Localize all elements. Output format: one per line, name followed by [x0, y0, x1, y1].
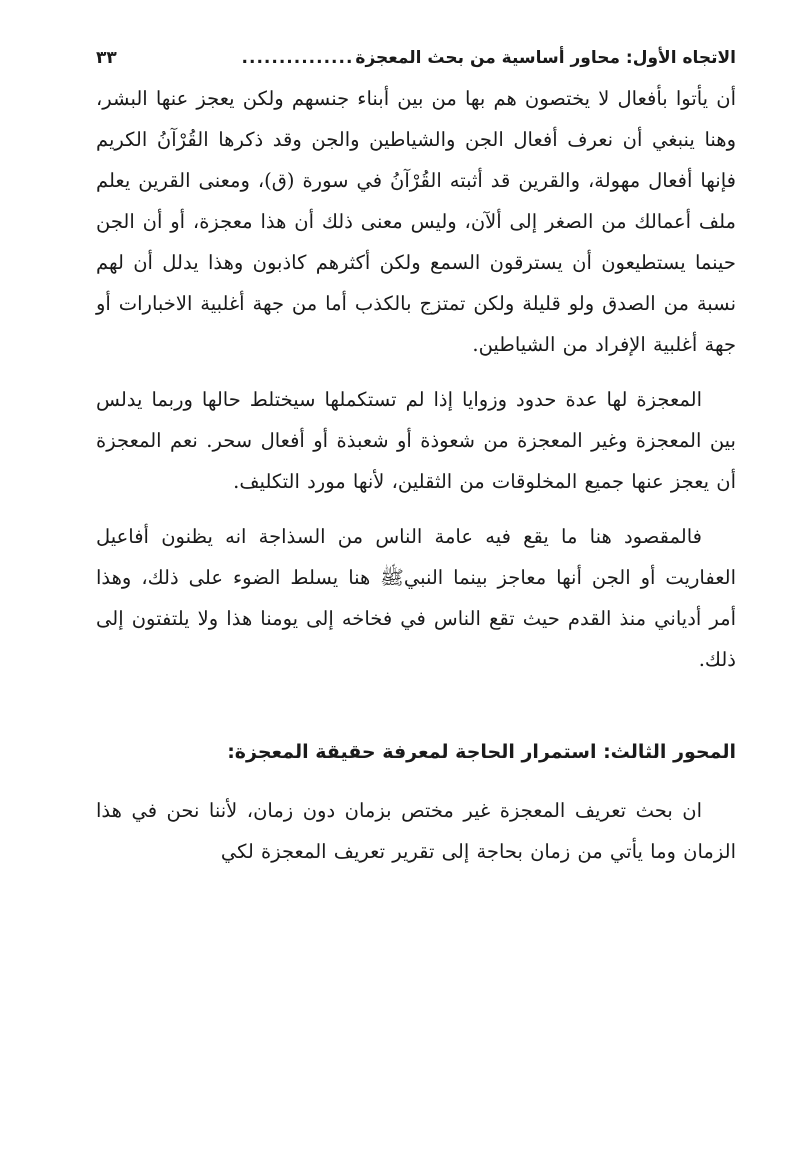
section-heading: المحور الثالث: استمرار الحاجة لمعرفة حقيقة المعجزة: [227, 741, 736, 763]
body-text [96, 78, 736, 872]
paragraph-continued: أن يأتوا بأفعال لا يختصون هم بها من بين أبناء جنسهم ولكن يعجز عنها البشر، وهنا ينبغي أن نعرف أفعال الجن والشياطين والجن وقد ذكرها القُرْآنُ الكريم فإنها أفعال مهولة، والقرين قد أثبته القُرْآنُ في سورة (ق)، ومعنى القرين يعلم ملف أعمالك من الصغر إلى ألآن، وليس معنى ذلك أن هذا معجزة، أو أن الجن حينما يستطيعون أن يسترقون السمع ولكن أكثرهم كاذبون وهذا يدلل أن لهم نسبة من الصدق ولو قليلة ولكن تمتزج بالكذب أما من جهة أغلبية الاخبارات أو جهة أغلبية الإفراد من الشياطين. [96, 87, 736, 356]
paragraph-section-intro: ان بحث تعريف المعجزة غير مختص بزمان دون زمان، لأننا نحن في هذا الزمان وما يأتي من زمان بحاجة إلى تقرير تعريف المعجزة لكي [96, 799, 736, 863]
running-header [96, 40, 736, 76]
running-header-leader-dots: ............... [241, 48, 354, 68]
paragraph-common-people: فالمقصود هنا ما يقع فيه عامة الناس من السذاجة انه يظنون أفاعيل العفاريت أو الجن أنها معاجز بينما النبيﷺ هنا يسلط الضوء على ذلك، وهذا أمر أدياني منذ القدم حيث تقع الناس في فخاخه إلى يومنا هذا ولا يلتفتون إلى ذلك. [96, 525, 736, 671]
paragraph-miracle-limits: المعجزة لها عدة حدود وزوايا إذا لم تستكملها سيختلط حالها وربما يدلس بين المعجزة وغير المعجزة من شعوذة أو شعبذة أو أفعال سحر. نعم المعجزة أن يعجز عنها جميع المخلوقات من الثقلين، لأنها مورد التكليف. [96, 388, 736, 493]
running-header-title: الاتجاه الأول: محاور أساسية من بحث المعجزة [355, 48, 736, 68]
page-number: ٣٣ [96, 48, 117, 68]
book-page [96, 40, 736, 872]
